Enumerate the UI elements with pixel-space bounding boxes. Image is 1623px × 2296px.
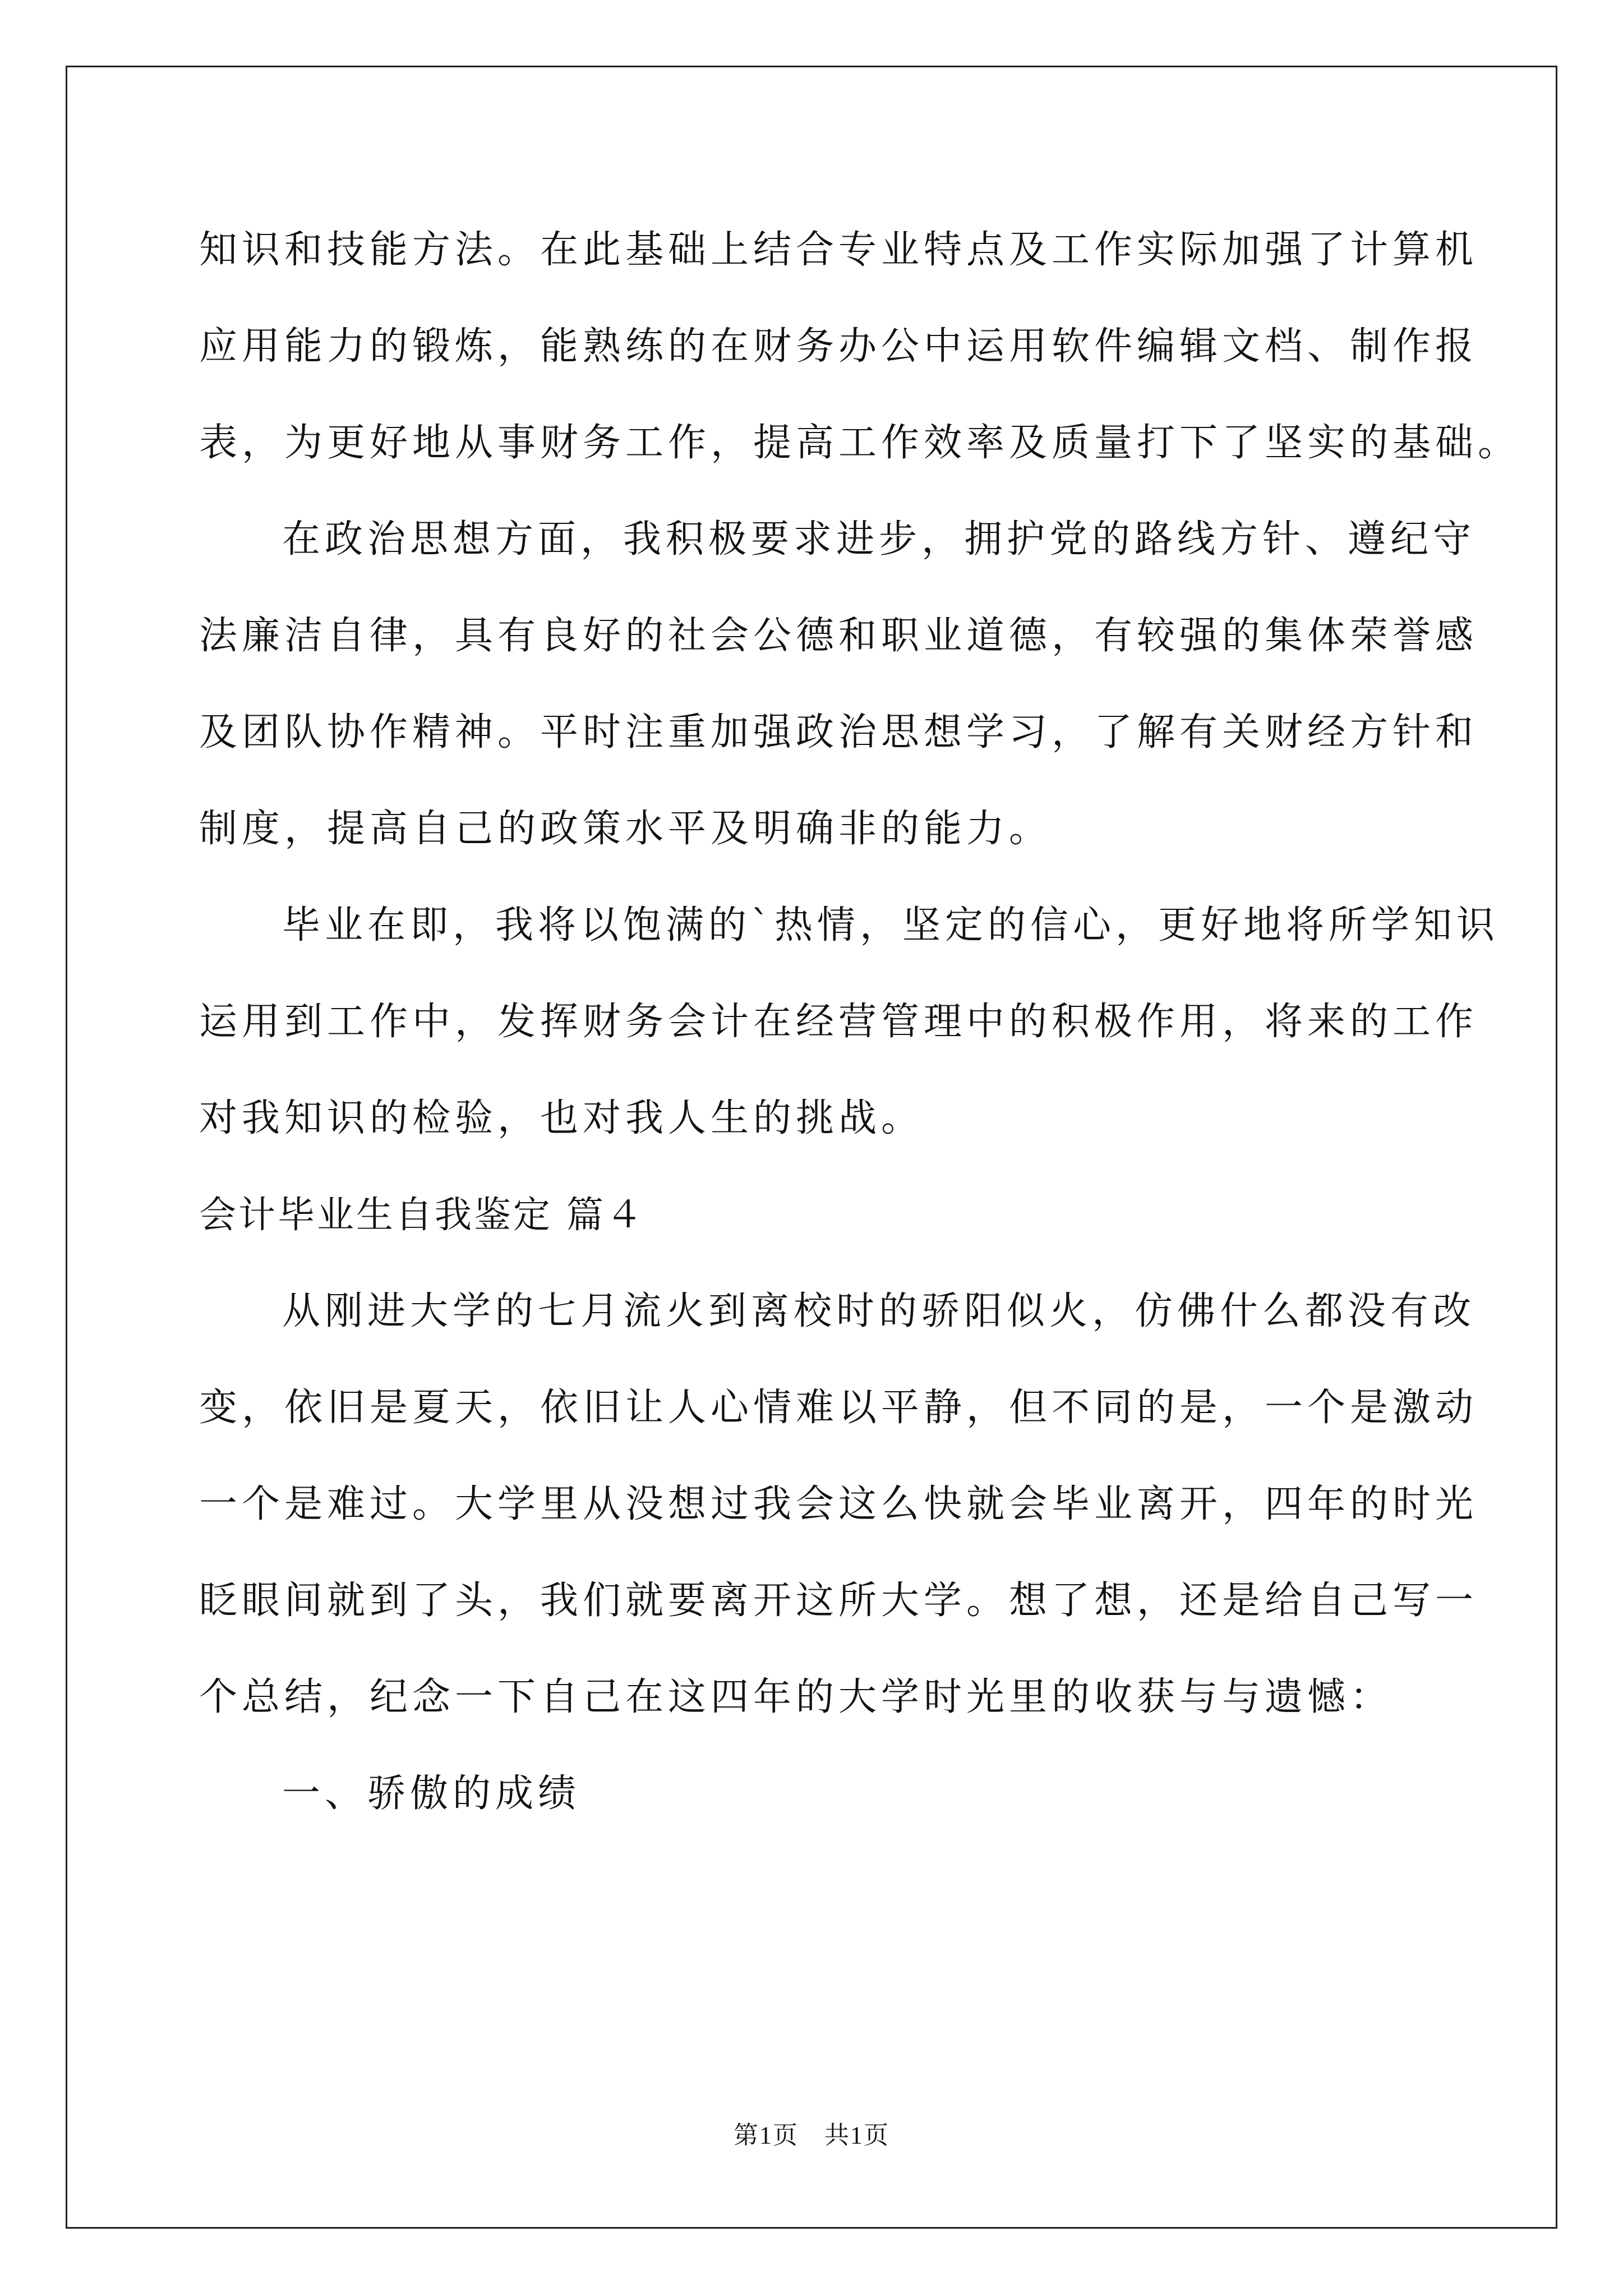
paragraph-line: 知识和技能方法。在此基础上结合专业特点及工作实际加强了计算机 [199, 228, 1478, 272]
section-heading: 会计毕业生自我鉴定 篇４ [199, 1193, 645, 1236]
paragraph-line: 对我知识的检验，也对我人生的挑战。 [199, 1096, 924, 1140]
subheading: 一、骄傲的成绩 [282, 1772, 581, 1816]
paragraph-line: 眨眼间就到了头，我们就要离开这所大学。想了想，还是给自己写一 [199, 1579, 1478, 1623]
paragraph-line: 毕业在即，我将以饱满的`热情，坚定的信心，更好地将所学知识 [282, 903, 1500, 947]
paragraph-line: 应用能力的锻炼，能熟练的在财务办公中运用软件编辑文档、制作报 [199, 324, 1478, 369]
paragraph-line: 变，依旧是夏天，依旧让人心情难以平静，但不同的是，一个是激动 [199, 1386, 1478, 1430]
paragraph-line: 从刚进大学的七月流火到离校时的骄阳似火，仿佛什么都没有改 [282, 1289, 1476, 1333]
paragraph-line: 一个是难过。大学里从没想过我会这么快就会毕业离开，四年的时光 [199, 1482, 1478, 1526]
page-number-footer: 第1页 共1页 [734, 2122, 889, 2149]
paragraph-line: 法廉洁自律，具有良好的社会公德和职业道德，有较强的集体荣誉感 [199, 614, 1478, 658]
paragraph-line: 运用到工作中，发挥财务会计在经营管理中的积极作用，将来的工作 [199, 1000, 1478, 1044]
paragraph-line: 表，为更好地从事财务工作，提高工作效率及质量打下了坚实的基础。 [199, 421, 1521, 465]
paragraph-line: 制度，提高自己的政策水平及明确非的能力。 [199, 807, 1052, 851]
paragraph-line: 在政治思想方面，我积极要求进步，拥护党的路线方针、遵纪守 [282, 517, 1476, 562]
paragraph-line: 及团队协作精神。平时注重加强政治思想学习，了解有关财经方针和 [199, 710, 1478, 754]
paragraph-line: 个总结，纪念一下自己在这四年的大学时光里的收获与与遗憾： [199, 1675, 1393, 1719]
document-body [199, 202, 1521, 1842]
